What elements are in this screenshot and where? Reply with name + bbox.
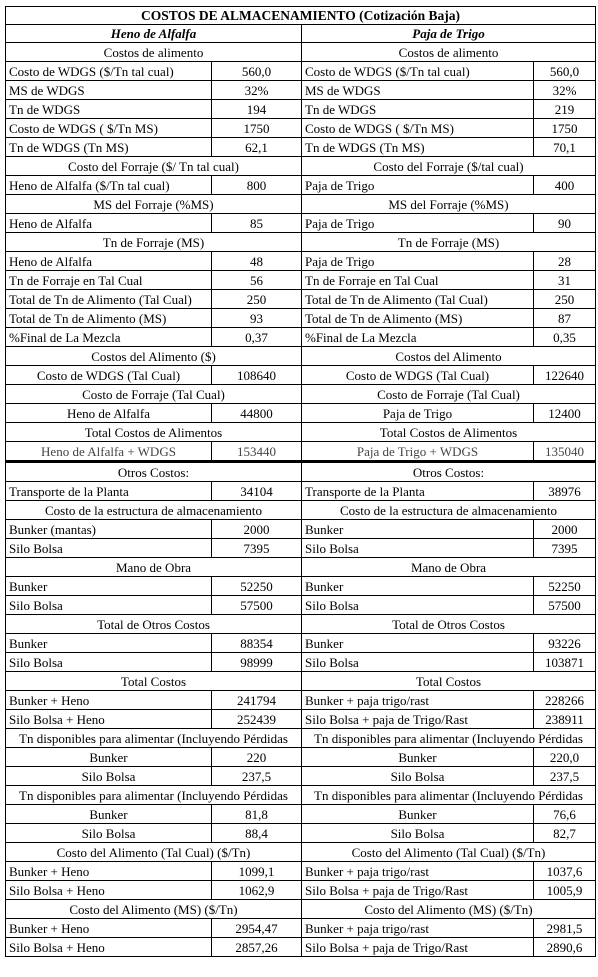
row-label-heno: Silo Bolsa (6, 824, 212, 843)
row-value-paja: 228266 (534, 691, 596, 710)
section-header-row (6, 195, 596, 214)
section-title-paja: Costo del Forraje ($/tal cual) (302, 157, 596, 176)
section-title-paja: Otros Costos: (302, 462, 596, 482)
row-value-paja: 2981,5 (534, 919, 596, 938)
table-row (6, 176, 596, 195)
section-title-heno: Costos de alimento (6, 43, 302, 62)
section-header-row (6, 43, 596, 62)
row-label-heno: Bunker (mantas) (6, 520, 212, 539)
row-value-heno: 52250 (212, 577, 302, 596)
section-title-paja: Costos de alimento (302, 43, 596, 62)
row-label-heno: Heno de Alfalfa + WDGS (6, 442, 212, 462)
row-label-paja: Total de Tn de Alimento (MS) (302, 309, 534, 328)
row-label-heno: Silo Bolsa (6, 767, 212, 786)
section-title-heno: Mano de Obra (6, 558, 302, 577)
row-label-paja: Total de Tn de Alimento (Tal Cual) (302, 290, 534, 309)
row-label-heno: Costo de WDGS (Tal Cual) (6, 366, 212, 385)
table-row (6, 520, 596, 539)
section-header-row (6, 385, 596, 404)
section-title-heno: Costo del Alimento (MS) ($/Tn) (6, 900, 302, 919)
row-value-heno: 252439 (212, 710, 302, 729)
table-row (6, 62, 596, 81)
row-value-paja: 220,0 (534, 748, 596, 767)
row-value-paja: 122640 (534, 366, 596, 385)
table-row (6, 691, 596, 710)
row-value-paja: 250 (534, 290, 596, 309)
row-label-paja: Costo de WDGS (Tal Cual) (302, 366, 534, 385)
section-header-row (6, 462, 596, 482)
section-title-heno: Costo del Forraje ($/ Tn tal cual) (6, 157, 302, 176)
row-label-heno: %Final de La Mezcla (6, 328, 212, 347)
table-row (6, 881, 596, 900)
row-label-paja: Silo Bolsa + paja de Trigo/Rast (302, 881, 534, 900)
table-row (6, 919, 596, 938)
row-value-heno: 2857,26 (212, 938, 302, 957)
row-label-heno: Silo Bolsa + Heno (6, 938, 212, 957)
table-row (6, 767, 596, 786)
row-value-heno: 1099,1 (212, 862, 302, 881)
row-value-heno: 98999 (212, 653, 302, 672)
storage-cost-table (5, 6, 596, 957)
table-row (6, 805, 596, 824)
row-value-paja: 7395 (534, 539, 596, 558)
row-label-heno: Tn de Forraje en Tal Cual (6, 271, 212, 290)
row-value-paja: 1037,6 (534, 862, 596, 881)
row-label-heno: Bunker (6, 748, 212, 767)
row-value-paja: 238911 (534, 710, 596, 729)
section-title-paja: Mano de Obra (302, 558, 596, 577)
table-row (6, 938, 596, 957)
row-value-heno: 241794 (212, 691, 302, 710)
section-title-paja: Total Costos (302, 672, 596, 691)
section-title-paja: Total Costos de Alimentos (302, 423, 596, 442)
section-title-heno: Total de Otros Costos (6, 615, 302, 634)
table-row (6, 328, 596, 347)
row-value-paja: 1005,9 (534, 881, 596, 900)
table-row (6, 634, 596, 653)
row-label-paja: Bunker + paja trigo/rast (302, 691, 534, 710)
table-row (6, 653, 596, 672)
row-label-paja: Paja de Trigo (302, 214, 534, 233)
table-row (6, 119, 596, 138)
section-header-row (6, 157, 596, 176)
section-header-row (6, 558, 596, 577)
table-row (6, 577, 596, 596)
row-label-heno: Bunker (6, 634, 212, 653)
row-value-heno: 153440 (212, 442, 302, 462)
section-header-row (6, 843, 596, 862)
row-value-paja: 57500 (534, 596, 596, 615)
row-value-heno: 85 (212, 214, 302, 233)
row-label-heno: Tn de WDGS (Tn MS) (6, 138, 212, 157)
row-value-heno: 560,0 (212, 62, 302, 81)
row-value-paja: 2000 (534, 520, 596, 539)
section-title-heno: MS del Forraje (%MS) (6, 195, 302, 214)
section-title-paja: Tn de Forraje (MS) (302, 233, 596, 252)
section-title-paja: Tn disponibles para alimentar (Incluyendo Pérdidas (302, 786, 596, 805)
section-title-heno: Costos del Alimento ($) (6, 347, 302, 366)
row-value-paja: 52250 (534, 577, 596, 596)
section-title-heno: Tn disponibles para alimentar (Incluyendo Pérdidas (6, 729, 302, 748)
section-title-heno: Tn disponibles para alimentar (Incluyendo Pérdidas (6, 786, 302, 805)
section-header-row (6, 729, 596, 748)
table-row (6, 710, 596, 729)
row-label-heno: Silo Bolsa + Heno (6, 710, 212, 729)
row-label-paja: Paja de Trigo (302, 176, 534, 195)
row-label-paja: Bunker (302, 634, 534, 653)
row-label-paja: Bunker + paja trigo/rast (302, 919, 534, 938)
row-value-heno: 62,1 (212, 138, 302, 157)
row-label-paja: Silo Bolsa + paja de Trigo/Rast (302, 710, 534, 729)
table-row (6, 442, 596, 462)
row-value-paja: 12400 (534, 404, 596, 423)
row-value-paja: 135040 (534, 442, 596, 462)
table-row (6, 138, 596, 157)
row-label-paja: Silo Bolsa + paja de Trigo/Rast (302, 938, 534, 957)
row-label-heno: Silo Bolsa (6, 539, 212, 558)
section-title-heno: Total Costos de Alimentos (6, 423, 302, 442)
table-title: COSTOS DE ALMACENAMIENTO (Cotización Baja) (6, 7, 596, 25)
section-title-paja: Costos del Alimento (302, 347, 596, 366)
row-value-heno: 250 (212, 290, 302, 309)
row-label-paja: Silo Bolsa (302, 596, 534, 615)
table-row (6, 404, 596, 423)
row-label-paja: Tn de WDGS (302, 100, 534, 119)
table-row (6, 539, 596, 558)
row-value-paja: 93226 (534, 634, 596, 653)
table-row (6, 596, 596, 615)
row-label-paja: Tn de WDGS (Tn MS) (302, 138, 534, 157)
table-row (6, 366, 596, 385)
table-row (6, 81, 596, 100)
table-row (6, 824, 596, 843)
section-title-paja: Costo de la estructura de almacenamiento (302, 501, 596, 520)
table-row (6, 290, 596, 309)
row-value-heno: 48 (212, 252, 302, 271)
section-title-heno: Costo de la estructura de almacenamiento (6, 501, 302, 520)
row-label-paja: Paja de Trigo (302, 404, 534, 423)
row-label-paja: Bunker (302, 748, 534, 767)
row-value-heno: 81,8 (212, 805, 302, 824)
section-title-paja: Costo del Alimento (MS) ($/Tn) (302, 900, 596, 919)
row-label-paja: Silo Bolsa (302, 767, 534, 786)
row-label-paja: Bunker (302, 520, 534, 539)
row-label-heno: Silo Bolsa (6, 596, 212, 615)
row-label-paja: Bunker (302, 805, 534, 824)
table-row (6, 252, 596, 271)
section-header-row (6, 672, 596, 691)
column-header-paja: Paja de Trigo (302, 25, 596, 43)
row-label-heno: Heno de Alfalfa (6, 404, 212, 423)
section-title-paja: MS del Forraje (%MS) (302, 195, 596, 214)
row-value-paja: 1750 (534, 119, 596, 138)
row-value-heno: 237,5 (212, 767, 302, 786)
table-row (6, 271, 596, 290)
table-body (6, 7, 596, 957)
section-title-paja: Total de Otros Costos (302, 615, 596, 634)
row-label-paja: Bunker (302, 577, 534, 596)
section-title-heno: Total Costos (6, 672, 302, 691)
row-label-heno: Heno de Alfalfa (6, 252, 212, 271)
row-label-paja: Silo Bolsa (302, 539, 534, 558)
row-label-heno: Bunker + Heno (6, 691, 212, 710)
row-label-paja: Silo Bolsa (302, 824, 534, 843)
row-value-paja: 31 (534, 271, 596, 290)
section-header-row (6, 233, 596, 252)
row-label-paja: MS de WDGS (302, 81, 534, 100)
row-label-heno: Bunker + Heno (6, 862, 212, 881)
row-value-heno: 56 (212, 271, 302, 290)
row-label-heno: Costo de WDGS ( $/Tn MS) (6, 119, 212, 138)
row-value-paja: 28 (534, 252, 596, 271)
row-value-heno: 32% (212, 81, 302, 100)
row-label-heno: Bunker (6, 577, 212, 596)
row-value-paja: 76,6 (534, 805, 596, 824)
section-title-heno: Costo del Alimento (Tal Cual) ($/Tn) (6, 843, 302, 862)
row-value-heno: 88,4 (212, 824, 302, 843)
row-label-heno: Bunker + Heno (6, 919, 212, 938)
row-value-heno: 800 (212, 176, 302, 195)
row-label-heno: Costo de WDGS ($/Tn tal cual) (6, 62, 212, 81)
section-header-row (6, 786, 596, 805)
row-value-paja: 237,5 (534, 767, 596, 786)
row-value-heno: 93 (212, 309, 302, 328)
row-label-heno: Total de Tn de Alimento (Tal Cual) (6, 290, 212, 309)
row-label-heno: Tn de WDGS (6, 100, 212, 119)
section-header-row (6, 347, 596, 366)
row-value-heno: 194 (212, 100, 302, 119)
row-value-heno: 34104 (212, 482, 302, 501)
row-label-heno: Silo Bolsa + Heno (6, 881, 212, 900)
row-label-paja: Silo Bolsa (302, 653, 534, 672)
row-label-paja: Paja de Trigo + WDGS (302, 442, 534, 462)
section-title-paja: Costo de Forraje (Tal Cual) (302, 385, 596, 404)
row-value-paja: 400 (534, 176, 596, 195)
row-value-paja: 87 (534, 309, 596, 328)
section-title-paja: Costo del Alimento (Tal Cual) ($/Tn) (302, 843, 596, 862)
row-value-paja: 82,7 (534, 824, 596, 843)
row-value-paja: 0,35 (534, 328, 596, 347)
column-header-heno: Heno de Alfalfa (6, 25, 302, 43)
section-title-heno: Tn de Forraje (MS) (6, 233, 302, 252)
table-row (6, 100, 596, 119)
row-label-heno: Silo Bolsa (6, 653, 212, 672)
row-value-paja: 103871 (534, 653, 596, 672)
row-label-paja: Tn de Forraje en Tal Cual (302, 271, 534, 290)
row-value-heno: 1062,9 (212, 881, 302, 900)
row-value-paja: 219 (534, 100, 596, 119)
row-value-heno: 220 (212, 748, 302, 767)
row-label-heno: Bunker (6, 805, 212, 824)
row-label-heno: Transporte de la Planta (6, 482, 212, 501)
row-value-heno: 2954,47 (212, 919, 302, 938)
row-value-heno: 88354 (212, 634, 302, 653)
row-label-heno: Heno de Alfalfa (6, 214, 212, 233)
row-value-heno: 7395 (212, 539, 302, 558)
section-title-heno: Costo de Forraje (Tal Cual) (6, 385, 302, 404)
row-value-paja: 38976 (534, 482, 596, 501)
section-title-paja: Tn disponibles para alimentar (Incluyendo Pérdidas (302, 729, 596, 748)
row-value-heno: 0,37 (212, 328, 302, 347)
row-value-heno: 44800 (212, 404, 302, 423)
row-value-heno: 1750 (212, 119, 302, 138)
row-label-paja: Costo de WDGS ($/Tn tal cual) (302, 62, 534, 81)
table-row (6, 748, 596, 767)
column-header-row (6, 25, 596, 43)
section-header-row (6, 615, 596, 634)
table-row (6, 862, 596, 881)
table-row (6, 309, 596, 328)
row-label-heno: MS de WDGS (6, 81, 212, 100)
row-value-heno: 57500 (212, 596, 302, 615)
title-row (6, 7, 596, 25)
row-value-paja: 90 (534, 214, 596, 233)
section-header-row (6, 900, 596, 919)
row-value-heno: 2000 (212, 520, 302, 539)
row-label-paja: %Final de La Mezcla (302, 328, 534, 347)
row-value-paja: 70,1 (534, 138, 596, 157)
row-value-paja: 32% (534, 81, 596, 100)
row-value-paja: 560,0 (534, 62, 596, 81)
section-title-heno: Otros Costos: (6, 462, 302, 482)
table-row (6, 214, 596, 233)
table-row (6, 482, 596, 501)
section-header-row (6, 501, 596, 520)
row-value-paja: 2890,6 (534, 938, 596, 957)
row-label-paja: Paja de Trigo (302, 252, 534, 271)
row-label-heno: Total de Tn de Alimento (MS) (6, 309, 212, 328)
row-label-paja: Transporte de la Planta (302, 482, 534, 501)
row-label-heno: Heno de Alfalfa ($/Tn tal cual) (6, 176, 212, 195)
row-label-paja: Bunker + paja trigo/rast (302, 862, 534, 881)
section-header-row (6, 423, 596, 442)
row-value-heno: 108640 (212, 366, 302, 385)
row-label-paja: Costo de WDGS ( $/Tn MS) (302, 119, 534, 138)
